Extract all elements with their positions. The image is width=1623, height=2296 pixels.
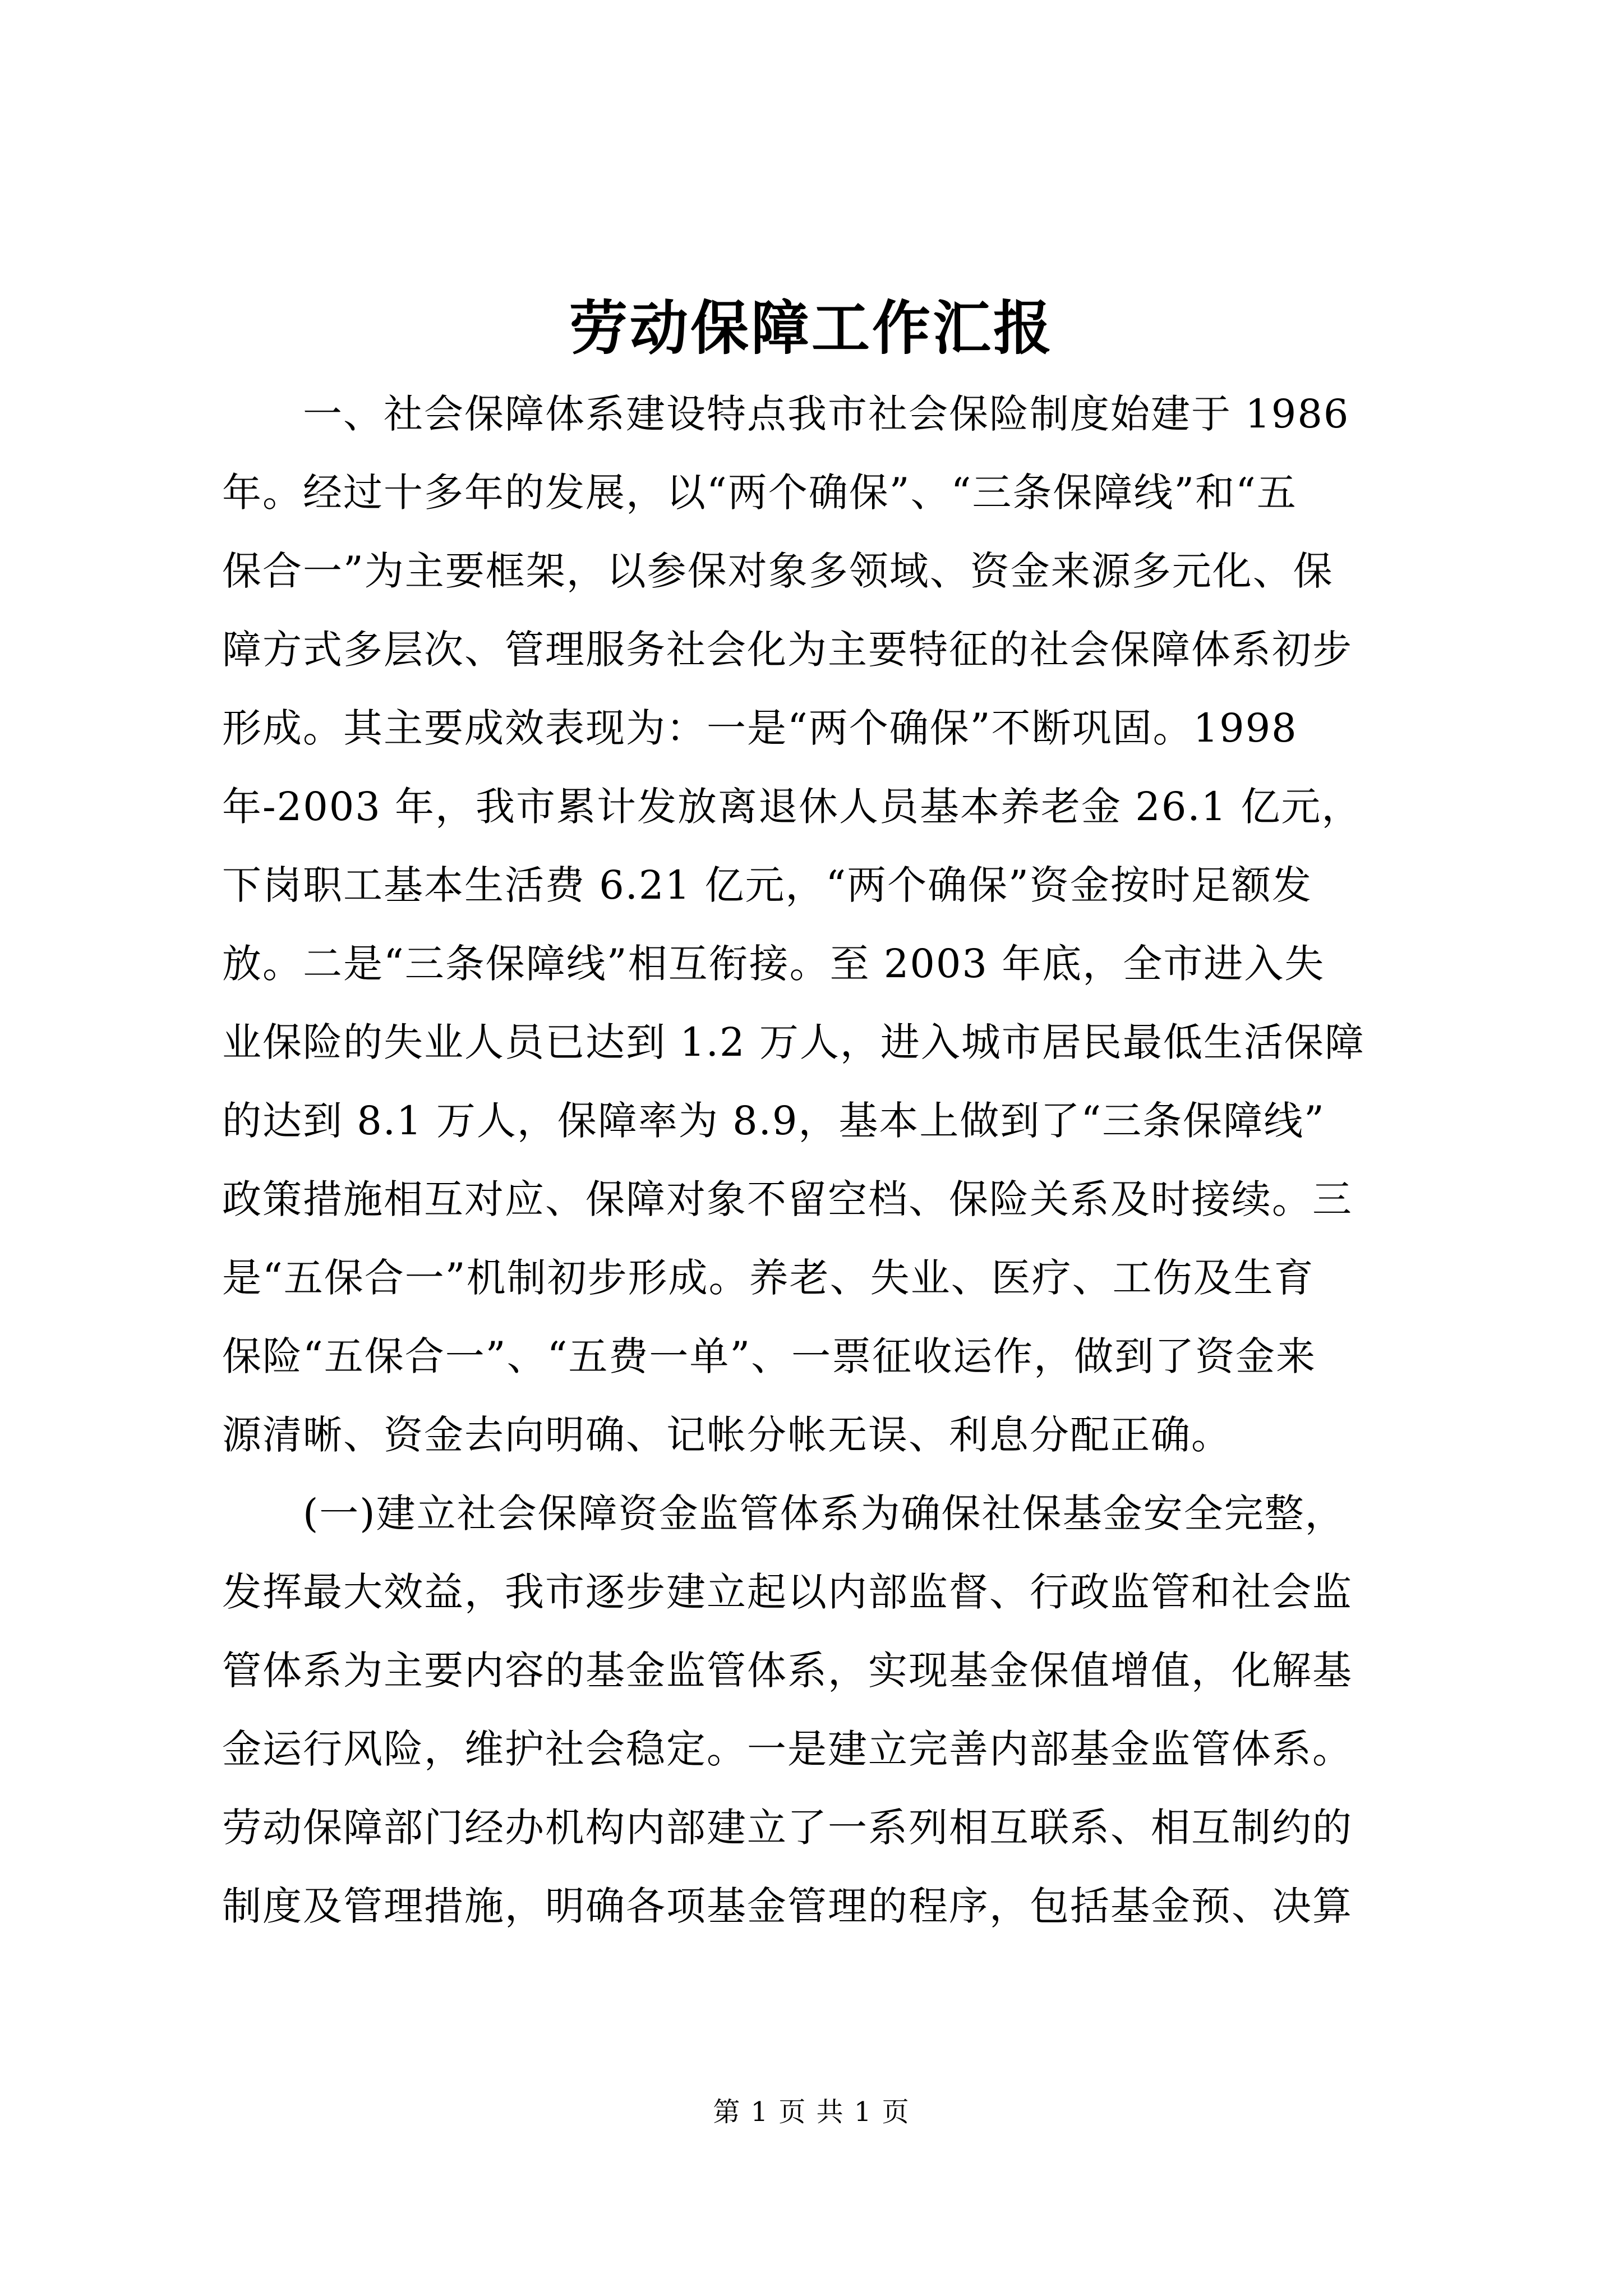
document-body: [222, 375, 1405, 1945]
body-line: 源清晰、资金去向明确、记帐分帐无误、利息分配正确。: [222, 1412, 1232, 1458]
body-line: 业保险的失业人员已达到 1.2 万人，进入城市居民最低生活保障: [222, 1019, 1365, 1065]
body-line: 下岗职工基本生活费 6.21 亿元，“两个确保”资金按时足额发: [222, 862, 1312, 908]
body-line: 管体系为主要内容的基金监管体系，实现基金保值增值，化解基: [222, 1648, 1353, 1694]
body-line: 障方式多层次、管理服务社会化为主要特征的社会保障体系初步: [222, 627, 1353, 673]
body-line: 劳动保障部门经办机构内部建立了一系列相互联系、相互制约的: [222, 1805, 1353, 1851]
body-line: 的达到 8.1 万人，保障率为 8.9，基本上做到了“三条保障线”: [222, 1098, 1325, 1144]
body-line: 年-2003 年，我市累计发放离退休人员基本养老金 26.1 亿元，: [222, 784, 1362, 830]
body-line: (一)建立社会保障资金监管体系为确保社保基金安全完整，: [222, 1490, 1345, 1536]
body-line: 形成。其主要成效表现为：一是“两个确保”不断巩固。1998: [222, 705, 1298, 751]
body-line: 一、社会保障体系建设特点我市社会保险制度始建于 1986: [222, 391, 1350, 437]
body-line: 保险“五保合一”、“五费一单”、一票征收运作，做到了资金来: [222, 1333, 1317, 1379]
body-line: 政策措施相互对应、保障对象不留空档、保险关系及时接续。三: [222, 1176, 1353, 1222]
body-line: 是“五保合一”机制初步形成。养老、失业、医疗、工伤及生育: [222, 1255, 1315, 1301]
document-title: 劳动保障工作汇报: [569, 293, 1054, 362]
body-line: 制度及管理措施，明确各项基金管理的程序，包括基金预、决算: [222, 1883, 1353, 1929]
body-line: 年。经过十多年的发展，以“两个确保”、“三条保障线”和“五: [222, 470, 1297, 516]
page-footer: 第 1 页 共 1 页: [713, 2096, 910, 2128]
body-line: 发挥最大效益，我市逐步建立起以内部监督、行政监管和社会监: [222, 1569, 1353, 1615]
body-line: 保合一”为主要框架，以参保对象多领域、资金来源多元化、保: [222, 548, 1334, 594]
body-line: 放。二是“三条保障线”相互衔接。至 2003 年底，全市进入失: [222, 941, 1325, 987]
body-line: 金运行风险，维护社会稳定。一是建立完善内部基金监管体系。: [222, 1726, 1353, 1772]
